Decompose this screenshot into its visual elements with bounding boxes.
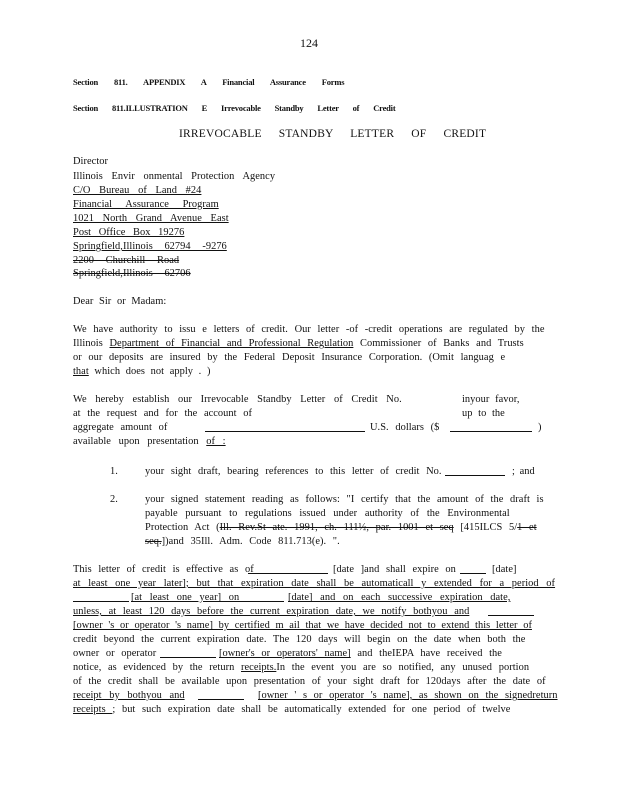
paragraph-line: receipts ; but such expiration date shall be automatically extended for one period of twelve bbox=[73, 704, 511, 715]
paragraph-line: [date] bbox=[492, 564, 517, 575]
paragraph-line: credit beyond the current expiration date. The 120 days will begin on the date when both the bbox=[73, 634, 526, 645]
paragraph-line: receipt by bothyou and bbox=[73, 690, 185, 701]
item-text: ; and bbox=[512, 466, 535, 477]
notify-blank[interactable] bbox=[488, 606, 534, 616]
address-line: Director bbox=[73, 156, 109, 167]
paragraph-line: [date] and on each successive expiration date, bbox=[288, 592, 511, 603]
paragraph-line: [owner's or operators' name] and theIEPA have received the bbox=[219, 648, 502, 659]
address-line: Financial Assurance Program bbox=[73, 199, 219, 210]
paragraph-line: [owner 's or operator 's name] by certified m ail that we have decided not to extend this letter of bbox=[73, 620, 532, 631]
paragraph-line: at the request and for the account of bbox=[73, 408, 253, 419]
address-line-deleted: 2200 Churchill Road bbox=[73, 255, 180, 266]
operator-blank[interactable] bbox=[160, 648, 216, 658]
illustration-header: Section 811.ILLUSTRATION E Irrevocable Standby Letter of Credit bbox=[73, 103, 396, 113]
address-line: 1021 North Grand Avenue East bbox=[73, 213, 229, 224]
paragraph-line: aggregate amount of bbox=[73, 422, 168, 433]
paragraph-line: This letter of credit is effective as of bbox=[73, 564, 254, 575]
paragraph-line: ) bbox=[538, 422, 542, 433]
item-text: seq.])and 35Ill. Adm. Code 811.713(e). ". bbox=[145, 536, 340, 547]
address-line: Springfield,Illinois 62794 -9276 bbox=[73, 241, 227, 252]
paragraph-line: that which does not apply . ) bbox=[73, 366, 211, 377]
letter-number-blank[interactable] bbox=[445, 466, 505, 476]
period-blank[interactable] bbox=[73, 592, 129, 602]
paragraph-line: up to the bbox=[462, 408, 505, 419]
receipt-blank[interactable] bbox=[198, 690, 244, 700]
address-line: C/O Bureau of Land #24 bbox=[73, 185, 202, 196]
effective-date-blank[interactable] bbox=[248, 564, 328, 574]
page-number: 124 bbox=[300, 36, 318, 50]
paragraph-line: [at least one year] on bbox=[131, 592, 240, 603]
item-number: 2. bbox=[110, 494, 118, 505]
paragraph-line: or our deposits are insured by the Federal Deposit Insurance Corporation. (Omit languag e bbox=[73, 352, 506, 363]
paragraph-line: U.S. dollars ($ bbox=[370, 422, 440, 433]
paragraph-line: at least one year later]; but that expiration date shall be automaticall y extended for a period of bbox=[73, 578, 556, 589]
section-header: Section 811. APPENDIX A Financial Assurance Forms bbox=[73, 77, 345, 87]
paragraph-line: owner or operator bbox=[73, 648, 157, 659]
document-title: IRREVOCABLE STANDBY LETTER OF CREDIT bbox=[179, 128, 487, 140]
paragraph-line: unless, at least 120 days before the current expiration date, we notify bothyou and bbox=[73, 606, 470, 617]
address-line: Illinois Envir onmental Protection Agency bbox=[73, 171, 276, 182]
paragraph-line: We hereby establish our Irrevocable Standby Letter of Credit No. bbox=[73, 394, 402, 405]
amount-blank[interactable] bbox=[205, 422, 365, 432]
item-text: Protection Act (Ill. Rev.St ate. 1991, ch. 111½, par. 1001 et seq [415ILCS 5/1 et bbox=[145, 522, 537, 533]
paragraph-line: inyour favor, bbox=[462, 394, 520, 405]
item-number: 1. bbox=[110, 466, 118, 477]
address-line: Post Office Box 19276 bbox=[73, 227, 185, 238]
paragraph-line: We have authority to issu e letters of credit. Our letter -of -credit operations are regulated by the bbox=[73, 324, 545, 335]
item-text: your signed statement reading as follows: "I certify that the amount of the draft is bbox=[145, 494, 544, 505]
paragraph-line: [owner ' s or operator 's name], as shown on the signedreturn bbox=[258, 690, 558, 701]
paragraph-line: notice, as evidenced by the return receipts.In the event you are so notified, any unused portion bbox=[73, 662, 530, 673]
item-text: your sight draft, bearing references to this letter of credit No. bbox=[145, 466, 442, 477]
paragraph-line: [date ]and shall expire on bbox=[333, 564, 456, 575]
expire-date-blank[interactable] bbox=[460, 564, 486, 574]
address-line-deleted: Springfield,Illinois 62706 bbox=[73, 268, 191, 279]
extension-date-blank[interactable] bbox=[232, 592, 284, 602]
salutation: Dear Sir or Madam: bbox=[73, 296, 167, 307]
paragraph-line: available upon presentation of : bbox=[73, 436, 226, 447]
dollar-amount-blank[interactable] bbox=[450, 422, 532, 432]
item-text: payable pursuant to regulations issued under authority of the Environmental bbox=[145, 508, 510, 519]
paragraph-line: Illinois Department of Financial and Professional Regulation Commissioner of Banks and Trusts bbox=[73, 338, 524, 349]
paragraph-line: of the credit shall be available upon presentation of your sight draft for 120days after the date of bbox=[73, 676, 546, 687]
